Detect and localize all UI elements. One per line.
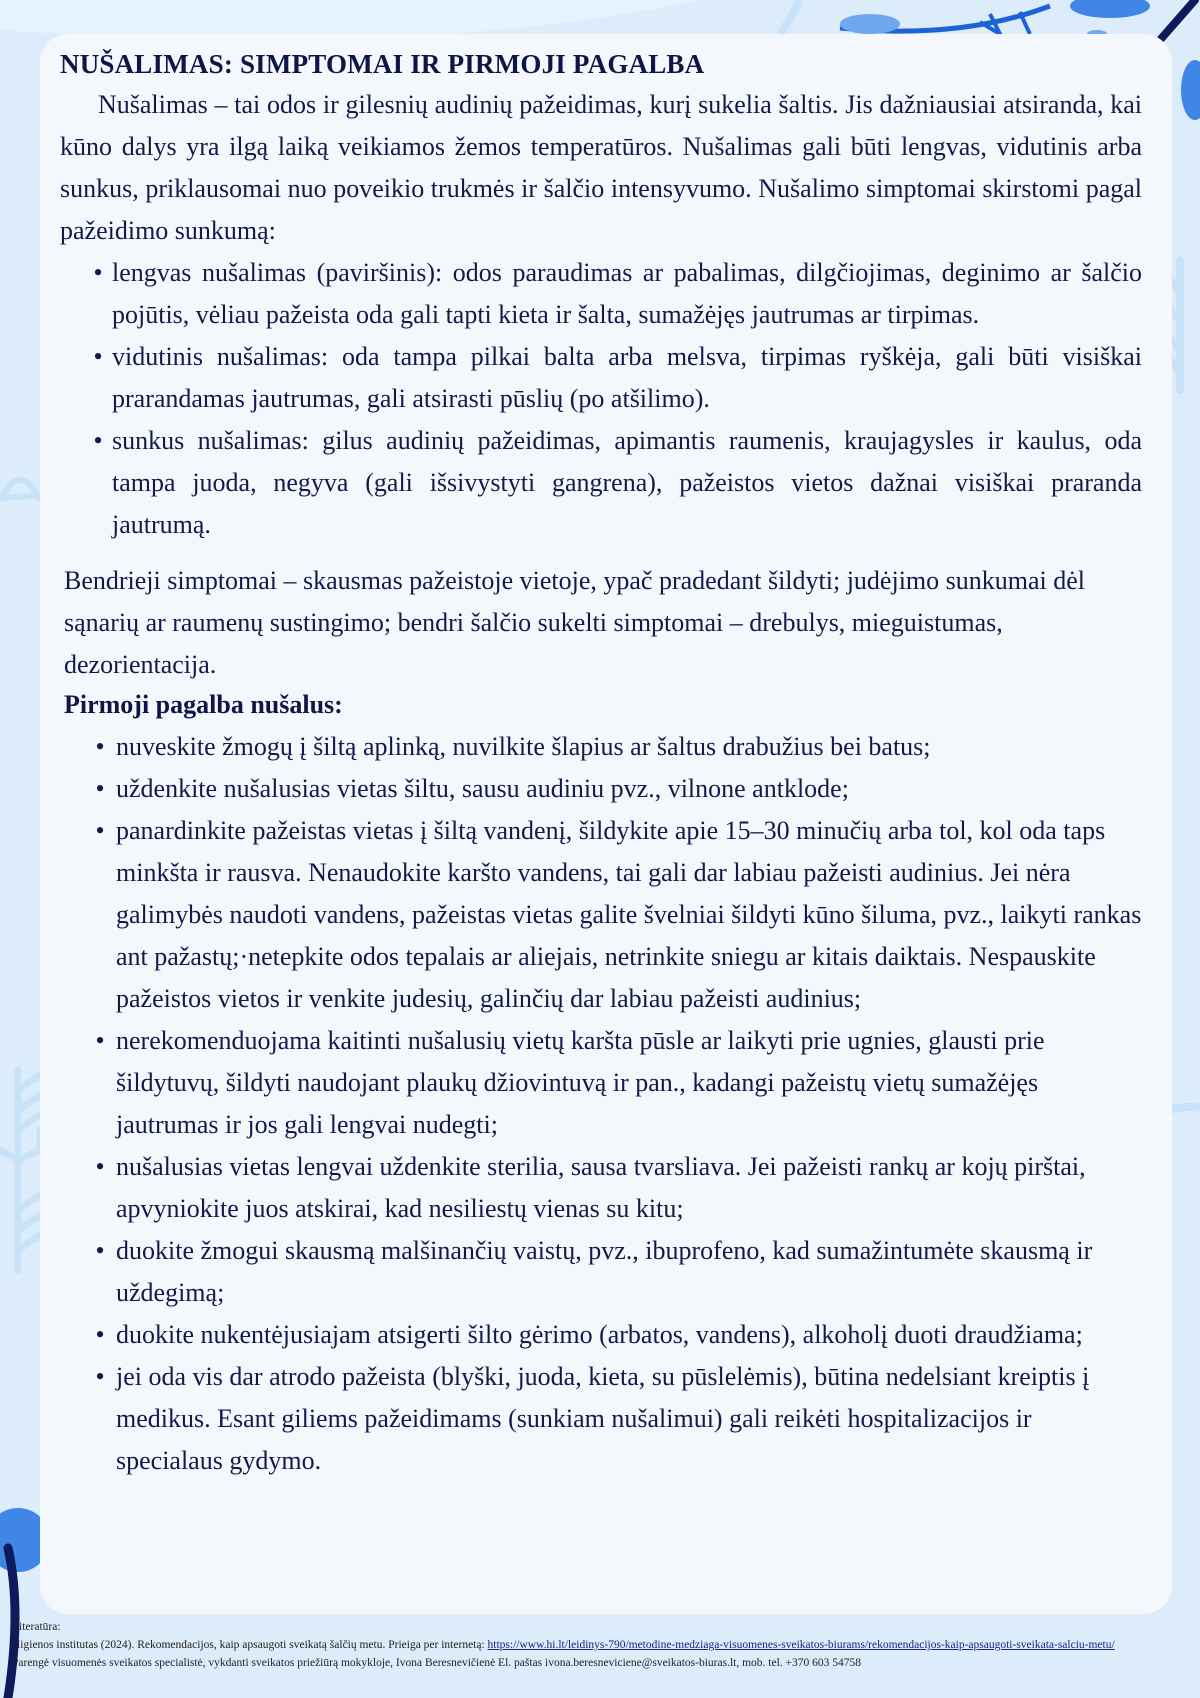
- list-item: • jei oda vis dar atrodo pažeista (blyški, juoda, kieta, su pūslelėmis), būtina nedelsiant kreiptis į medikus. Esant giliems pažeidimams (sunkiam nušalimui) gali reikėti hospitalizacijos ir specialaus gydymo.: [90, 1356, 1142, 1482]
- background-arc-icon: [0, 480, 40, 500]
- list-item: • duokite nukentėjusiajam atsigerti šilto gėrimo (arbatos, vandens), alkoholį duoti draudžiama;: [90, 1314, 1142, 1356]
- list-item: • nušalusias vietas lengvai uždenkite sterilia, sausa tvarsliava. Jei pažeisti rankų ar kojų pirštai, apvyniokite juos atskirai, kad nesiliestų vienas su kitu;: [90, 1146, 1142, 1230]
- list-item: • lengvas nušalimas (paviršinis): odos paraudimas ar pabalimas, dilgčiojimas, deginimo ar šalčio pojūtis, vėliau pažeista oda gali tapti kieta ir šalta, sumažėjęs jautrumas ar tirpimas.: [88, 252, 1142, 336]
- list-item: • panardinkite pažeistas vietas į šiltą vandenį, šildykite apie 15–30 minučių arba tol, kol oda taps minkšta ir rausva. Nenaudokite karšto vandens, tai gali dar labiau pažeisti audinius. Jei nėra galimybės naudoti vandens, pažeistas vietas galite švelniai šildyti kūno šiluma, pvz., laikyti rankas ant pažastų;·netepkite odos tepalais ar aliejais, netrinkite sniegu ar kitais daiktais. Nespauskite pažeistos vietos ir venkite judesių, galinčių dar labiau pažeisti audinius;: [90, 810, 1142, 1020]
- intro-paragraph: Nušalimas – tai odos ir gilesnių audinių pažeidimas, kurį sukelia šaltis. Jis dažniausiai atsiranda, kai kūno dalys yra ilgą laiką veikiamos žemos temperatūros. Nušalimas gali būti lengvas, vidutinis arba sunkus, priklausomai nuo poveikio trukmės ir šalčio intensyvumo. Nušalimo simptomai skirstomi pagal pažeidimo sunkumą:: [60, 90, 1142, 245]
- bullet-icon: •: [95, 816, 105, 845]
- page-title: NUŠALIMAS: SIMPTOMAI IR PIRMOJI PAGALBA: [60, 49, 705, 79]
- bullet-icon: •: [95, 1152, 105, 1181]
- bullet-icon: •: [95, 774, 105, 803]
- first-aid-heading: Pirmoji pagalba nušalus:: [64, 690, 343, 719]
- bullet-icon: •: [95, 1026, 105, 1055]
- reference-text: Higienos institutas (2024). Rekomendacijos, kaip apsaugoti sveikatą šalčių metu. Prieiga per internetą:: [12, 1639, 488, 1651]
- bullet-icon: •: [95, 732, 105, 761]
- list-item: • nerekomenduojama kaitinti nušalusių vietų karšta pūsle ar laikyti prie ugnies, glausti prie šildytuvų, šildyti naudojant plaukų džiovintuvą ir pan., kadangi pažeistų vietų sumažėjęs jautrumas ir jos gali lengvai nudegti;: [90, 1020, 1142, 1146]
- list-item: • vidutinis nušalimas: oda tampa pilkai balta arba melsva, tirpimas ryškėja, gali būti visiškai prarandamas jautrumas, gali atsirasti pūslių (po atšilimo).: [88, 336, 1142, 420]
- severity-list: [88, 252, 1142, 546]
- first-aid-list: [90, 726, 1142, 1482]
- bullet-icon: •: [93, 342, 103, 371]
- document-content: [60, 44, 1142, 1482]
- list-item: • uždenkite nušalusias vietas šiltu, sausu audiniu pvz., vilnone antklode;: [90, 768, 1142, 810]
- snowflake-left-icon: [0, 1070, 40, 1270]
- general-symptoms: Bendrieji simptomai – skausmas pažeistoje vietoje, ypač pradedant šildyti; judėjimo sunkumai dėl sąnarių ar raumenų sustingimo; bendri šalčio sukelti simptomai – drebulys, mieguistumas, dezorientacija.: [64, 566, 1086, 679]
- list-item: • duokite žmogui skausmą malšinančių vaistų, pvz., ibuprofeno, kad sumažintumėte skausmą ir uždegimą;: [90, 1230, 1142, 1314]
- list-item: • sunkus nušalimas: gilus audinių pažeidimas, apimantis raumenis, kraujagysles ir kaulus, oda tampa juoda, negyva (gali išsivystyti gangrena), pažeistos vietos dažnai visiškai praranda jautrumą.: [88, 420, 1142, 546]
- literature-label: Literatūra:: [12, 1621, 61, 1633]
- bullet-icon: •: [93, 426, 103, 455]
- reference-line: [12, 1636, 1200, 1654]
- footer: [12, 1618, 1200, 1672]
- bullet-icon: •: [95, 1362, 105, 1391]
- list-item: • nuveskite žmogų į šiltą aplinką, nuvilkite šlapius ar šaltus drabužius bei batus;: [90, 726, 1142, 768]
- reference-link[interactable]: https://www.hi.lt/leidinys-790/metodine-medziaga-visuomenes-sveikatos-biurams/rekomendacijos-kaip-apsaugoti-sveikata-salciu-metu/: [487, 1639, 1115, 1651]
- bullet-icon: •: [95, 1320, 105, 1349]
- author-line: Parengė visuomenės sveikatos specialistė, vykdanti sveikatos priežiūrą mokykloje, Ivona Beresnevičienė El. paštas ivona.beresneviciene@sveikatos-biuras.lt, mob. tel. +370 603 54758: [12, 1657, 862, 1669]
- bullet-icon: •: [93, 258, 103, 287]
- bullet-icon: •: [95, 1236, 105, 1265]
